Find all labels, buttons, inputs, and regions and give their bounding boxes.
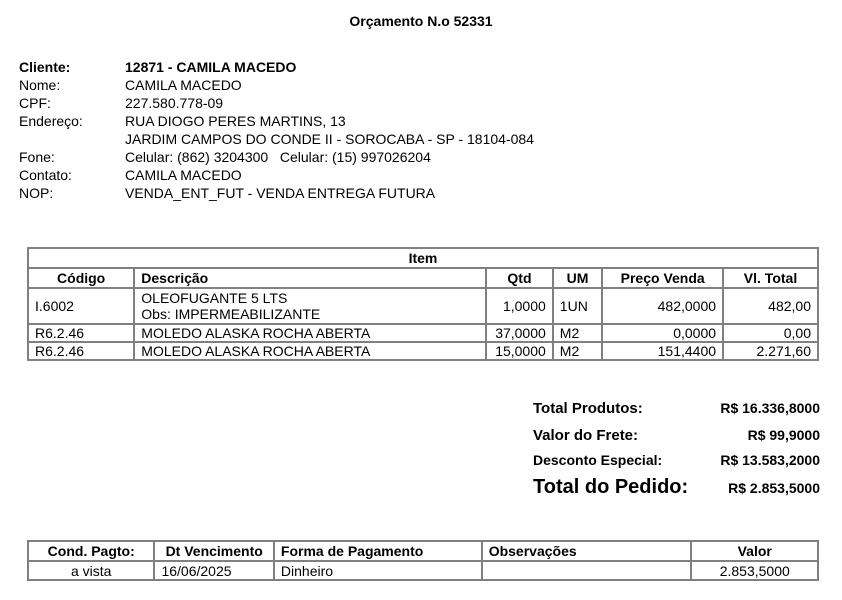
endereco-line1: RUA DIOGO PERES MARTINS, 13 — [125, 113, 346, 129]
cell-total: 482,00 — [723, 288, 818, 324]
contato-label: Contato: — [19, 167, 72, 183]
table-row — [28, 342, 818, 360]
payment-header-row — [28, 541, 818, 561]
col-codigo: Código — [28, 268, 134, 288]
frete-value: R$ 99,9000 — [747, 427, 820, 443]
col-valor: Valor — [691, 541, 818, 561]
cell-preco: 0,0000 — [602, 324, 723, 342]
col-vencimento: Dt Vencimento — [154, 541, 273, 561]
item-obs: Obs: IMPERMEABILIZANTE — [141, 306, 321, 322]
nop-label: NOP: — [19, 185, 54, 201]
client-row — [19, 58, 534, 76]
col-descricao: Descrição — [134, 268, 486, 288]
cliente-label: Cliente: — [19, 59, 71, 75]
cliente-value: 12871 - CAMILA MACEDO — [125, 59, 297, 75]
cell-qtd: 15,0000 — [486, 342, 553, 360]
table-row — [28, 324, 818, 342]
endereco-line2: JARDIM CAMPOS DO CONDE II - SOROCABA - SP - 18104-084 — [125, 131, 534, 147]
total-produtos-row — [533, 400, 820, 427]
nome-row — [19, 76, 534, 94]
col-forma-pagamento: Forma de Pagamento — [274, 541, 482, 561]
cell-codigo: R6.2.46 — [28, 324, 134, 342]
fone-value: Celular: (862) 3204300 Celular: (15) 997026204 — [125, 149, 431, 165]
cell-codigo: I.6002 — [28, 288, 134, 324]
cell-obs — [482, 561, 692, 580]
desconto-value: R$ 13.583,2000 — [720, 452, 820, 468]
frete-label: Valor do Frete: — [533, 427, 639, 444]
cpf-value: 227.580.778-09 — [125, 95, 224, 111]
cpf-row — [19, 94, 534, 112]
endereco-label: Endereço: — [19, 113, 83, 129]
col-preco: Preço Venda — [602, 268, 723, 288]
cell-qtd: 37,0000 — [486, 324, 553, 342]
cell-descricao — [134, 288, 486, 324]
document-title: Orçamento N.o 52331 — [349, 13, 493, 29]
cell-um: 1UN — [553, 288, 603, 324]
desconto-row — [533, 452, 820, 476]
cell-descricao: MOLEDO ALASKA ROCHA ABERTA — [134, 324, 486, 342]
desconto-label: Desconto Especial: — [533, 452, 663, 468]
items-header-row — [28, 268, 818, 288]
cell-um: M2 — [553, 324, 603, 342]
cell-descricao: MOLEDO ALASKA ROCHA ABERTA — [134, 342, 486, 360]
col-qtd: Qtd — [486, 268, 553, 288]
items-table — [27, 247, 819, 361]
endereco-row — [19, 112, 534, 130]
cell-preco: 151,4400 — [602, 342, 723, 360]
col-cond-pagto: Cond. Pagto: — [28, 541, 154, 561]
payment-table — [27, 540, 819, 581]
total-produtos-label: Total Produtos: — [533, 400, 643, 417]
cell-valor: 2.853,5000 — [691, 561, 818, 580]
nome-value: CAMILA MACEDO — [125, 77, 242, 93]
col-um: UM — [553, 268, 603, 288]
item-description: OLEOFUGANTE 5 LTS — [141, 290, 288, 306]
cell-um: M2 — [553, 342, 603, 360]
fone-row — [19, 148, 534, 166]
total-pedido-label: Total do Pedido: — [533, 476, 689, 498]
contato-value: CAMILA MACEDO — [125, 167, 242, 183]
cpf-label: CPF: — [19, 95, 51, 111]
client-info — [19, 58, 534, 202]
items-group-header: Item — [28, 248, 818, 268]
contato-row — [19, 166, 534, 184]
total-produtos-value: R$ 16.336,8000 — [720, 400, 820, 416]
nome-label: Nome: — [19, 77, 61, 93]
col-observacoes: Observações — [482, 541, 692, 561]
cell-total: 2.271,60 — [723, 342, 818, 360]
cell-cond: a vista — [28, 561, 154, 580]
cell-vencimento: 16/06/2025 — [154, 561, 273, 580]
frete-row — [533, 427, 820, 452]
nop-row — [19, 184, 534, 202]
fone-label: Fone: — [19, 149, 55, 165]
col-total: Vl. Total — [723, 268, 818, 288]
cell-qtd: 1,0000 — [486, 288, 553, 324]
total-pedido-value: R$ 2.853,5000 — [728, 480, 820, 496]
cell-preco: 482,0000 — [602, 288, 723, 324]
totals-block — [533, 400, 820, 499]
cell-total: 0,00 — [723, 324, 818, 342]
cell-forma: Dinheiro — [274, 561, 482, 580]
table-row — [28, 288, 818, 324]
endereco-row-2 — [19, 130, 534, 148]
cell-codigo: R6.2.46 — [28, 342, 134, 360]
items-group-header-row — [28, 248, 818, 268]
table-row — [28, 561, 818, 580]
nop-value: VENDA_ENT_FUT - VENDA ENTREGA FUTURA — [125, 185, 436, 201]
total-pedido-row — [533, 476, 820, 499]
